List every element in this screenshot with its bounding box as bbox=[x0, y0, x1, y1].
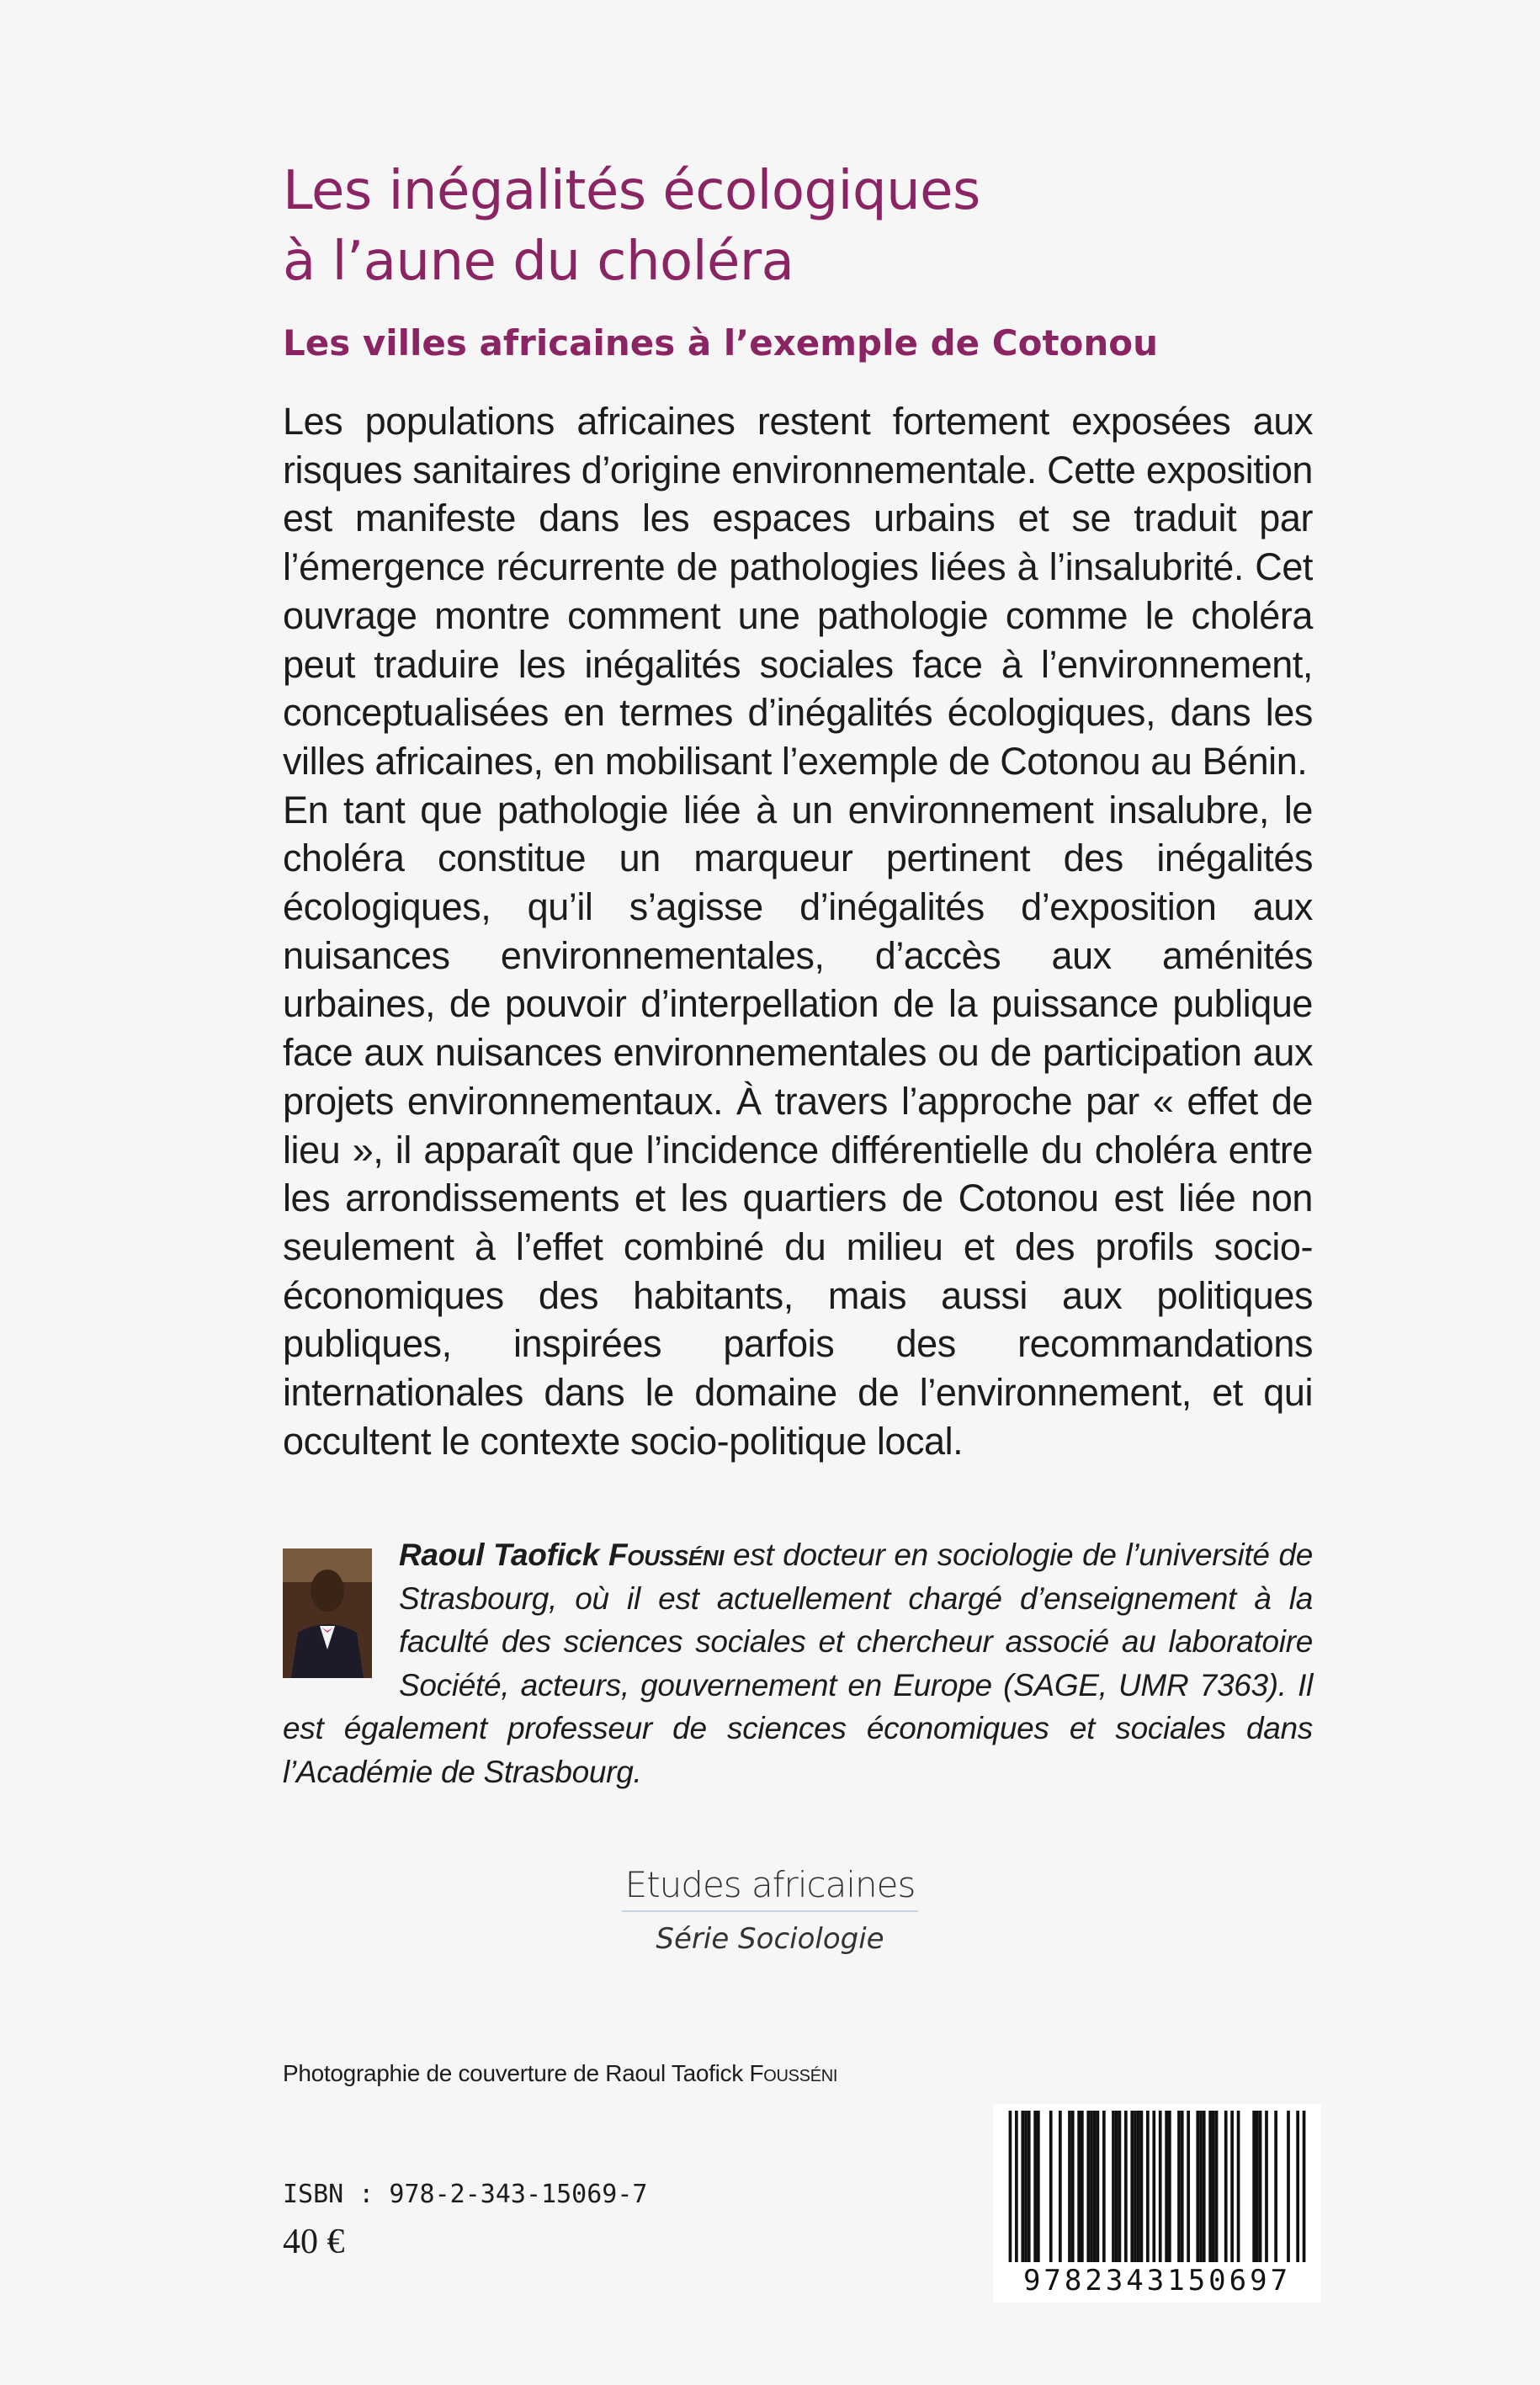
barcode-bar bbox=[1112, 2111, 1115, 2262]
summary-paragraph-1: Les populations africaines restent fortement exposées aux risques sanitaires d’origine environnementale. Cette exposition est manifeste dans les espaces urbains et se traduit par l’émergence récurrente de pathologies liées à l’insalubrité. Cet ouvrage montre comment une pathologie comme le choléra peut traduire les inégalités sociales face à l’environnement, conceptualisées en termes d’inégalités écologiques, dans les villes africaines, en mobilisant l’exemple de Cotonou au Bénin. bbox=[283, 400, 1313, 783]
barcode-bar bbox=[1024, 2111, 1028, 2262]
barcode-bar bbox=[1093, 2111, 1097, 2262]
book-subtitle: Les villes africaines à l’exemple de Cotonou bbox=[283, 322, 1159, 364]
barcode-bar bbox=[1090, 2111, 1093, 2262]
barcode-bar bbox=[1015, 2111, 1018, 2262]
barcode-bar bbox=[1256, 2111, 1259, 2262]
series-name: Etudes africaines bbox=[622, 1864, 919, 1912]
barcode-bar bbox=[1212, 2111, 1215, 2262]
barcode-bar bbox=[1137, 2111, 1140, 2262]
barcode-bar bbox=[1265, 2111, 1268, 2262]
summary bbox=[283, 397, 1313, 1465]
barcode-bar bbox=[1081, 2111, 1084, 2262]
series-subseries: Série Sociologie bbox=[656, 1922, 884, 1956]
author-first-names: Raoul Taofick bbox=[399, 1538, 600, 1572]
barcode-bar bbox=[1077, 2111, 1081, 2262]
barcode-bar bbox=[1230, 2111, 1234, 2262]
barcode-bar bbox=[1252, 2111, 1256, 2262]
barcode-bar bbox=[1187, 2111, 1190, 2262]
barcode bbox=[993, 2104, 1321, 2303]
barcode-bar bbox=[1274, 2111, 1277, 2262]
author-surname: Fousséni bbox=[608, 1538, 725, 1572]
barcode-bar bbox=[1097, 2111, 1100, 2262]
barcode-bar bbox=[1037, 2111, 1040, 2262]
barcode-bar bbox=[1130, 2111, 1134, 2262]
barcode-bar bbox=[1028, 2111, 1031, 2262]
barcode-bar bbox=[1021, 2111, 1024, 2262]
author-photo bbox=[283, 1548, 372, 1678]
barcode-bar bbox=[1287, 2111, 1290, 2262]
barcode-bar bbox=[1049, 2111, 1053, 2262]
title-line-2: à l’aune du choléra bbox=[283, 231, 794, 293]
photo-credit-name: Fousséni bbox=[749, 2060, 838, 2086]
barcode-bar bbox=[1134, 2111, 1137, 2262]
barcode-bar bbox=[1152, 2111, 1155, 2262]
book-title bbox=[283, 156, 1293, 297]
barcode-bar bbox=[1181, 2111, 1184, 2262]
author-portrait-icon bbox=[283, 1548, 372, 1678]
barcode-bar bbox=[1237, 2111, 1240, 2262]
series-block bbox=[0, 1864, 1540, 1956]
author-bio-text: est docteur en sociologie de l’université de Strasbourg, où il est actuellement chargé d’enseignement à la faculté des sciences sociales et chercheur associé au laboratoire Société, acteurs, gouvernement en Europe (SAGE, UMR 7363). Il est également professeur de sciences économiques et sociales dans l’Académie de Strasbourg. bbox=[283, 1538, 1314, 1789]
barcode-bar bbox=[1296, 2111, 1299, 2262]
barcode-bar bbox=[1009, 2111, 1012, 2262]
barcode-bars bbox=[993, 2104, 1321, 2264]
barcode-bar bbox=[1215, 2111, 1219, 2262]
barcode-bar bbox=[1196, 2111, 1199, 2262]
barcode-bar bbox=[1146, 2111, 1150, 2262]
summary-paragraph-2: En tant que pathologie liée à un environnement insalubre, le choléra constitue un marqueur pertinent des inégalités écologiques, qu’il s’agisse d’inégalités d’exposition aux nuisances environnementales, d’accès aux aménités urbaines, de pouvoir d’interpellation de la puissance publique face aux nuisances environnementales ou de participation aux projets environnementaux. À travers l’approche par « effet de lieu », il apparaît que l’incidence différentielle du choléra entre les arrondissements et les quartiers de Cotonou est liée non seulement à l’effet combiné du milieu et des profils socio-économiques des habitants, mais aussi aux politiques publiques, inspirées parfois des recommandations internationales dans le domaine de l’environnement, et qui occultent le contexte socio-politique local. bbox=[283, 788, 1313, 1463]
isbn: ISBN : 978-2-343-15069-7 bbox=[283, 2180, 648, 2209]
barcode-bar bbox=[1203, 2111, 1206, 2262]
price: 40 € bbox=[283, 2223, 345, 2261]
author-bio bbox=[283, 1533, 1313, 1793]
barcode-digits: 9782343150697 bbox=[1022, 2264, 1292, 2297]
barcode-bar bbox=[1086, 2111, 1090, 2262]
barcode-bar bbox=[1118, 2111, 1122, 2262]
barcode-bar bbox=[1168, 2111, 1171, 2262]
barcode-bar bbox=[1115, 2111, 1118, 2262]
barcode-bar bbox=[1259, 2111, 1262, 2262]
barcode-bar bbox=[1177, 2111, 1181, 2262]
barcode-bar bbox=[1224, 2111, 1228, 2262]
barcode-bar bbox=[1303, 2111, 1306, 2262]
barcode-bar bbox=[1159, 2111, 1162, 2262]
barcode-bar bbox=[1068, 2111, 1071, 2262]
barcode-bar bbox=[1165, 2111, 1168, 2262]
barcode-bar bbox=[1102, 2111, 1106, 2262]
barcode-bar bbox=[1199, 2111, 1203, 2262]
photo-credit-text: Photographie de couverture de Raoul Taofick bbox=[283, 2060, 743, 2086]
barcode-bar bbox=[1033, 2111, 1037, 2262]
title-line-1: Les inégalités écologiques bbox=[283, 160, 980, 222]
barcode-bar bbox=[1140, 2111, 1144, 2262]
barcode-bar bbox=[1071, 2111, 1075, 2262]
barcode-bar bbox=[1208, 2111, 1212, 2262]
barcode-bar bbox=[1059, 2111, 1062, 2262]
barcode-bar bbox=[1124, 2111, 1128, 2262]
photo-credit bbox=[283, 2060, 837, 2087]
